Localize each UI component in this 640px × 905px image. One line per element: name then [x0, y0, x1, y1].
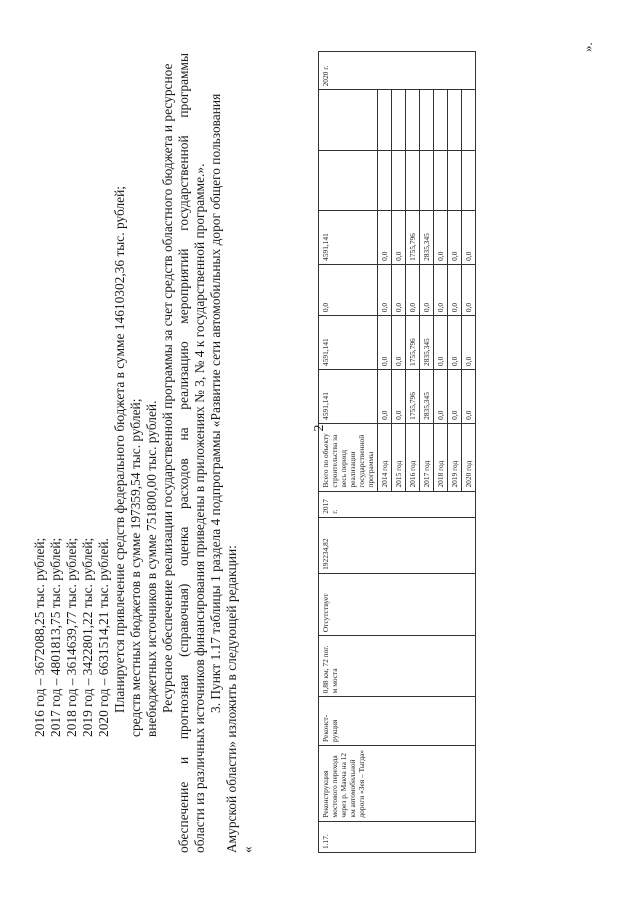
project-name: Реконструкция мостового перехода через р. Макча на 12 км автомобильной дороги «Зея – Тыгда» — [319, 745, 476, 821]
work-type: Реконст-рукция — [319, 697, 476, 746]
total-value: 4591,141 — [319, 369, 378, 423]
value-cell: 2835,345 — [420, 316, 434, 370]
empty-cell — [319, 150, 378, 210]
project-table — [318, 51, 476, 853]
value-cell: 0,0 — [378, 369, 392, 423]
empty-cell — [448, 150, 462, 210]
year-line: 2016 год – 3672088,25 тыс. рублей; — [32, 537, 47, 737]
total-label: Всего по объекту строительства за весь период реализации государственной программы — [319, 423, 378, 491]
empty-cell — [434, 90, 448, 150]
capacity: 0,88 км, 72 пог. м моста — [319, 636, 476, 697]
empty-cell — [462, 150, 476, 210]
year-line: 2019 год – 3422801,22 тыс. рублей; — [80, 537, 95, 737]
value-cell: 0,0 — [448, 316, 462, 370]
value-cell: 0,0 — [392, 369, 406, 423]
end-year: 2020 г. — [319, 52, 476, 90]
value-cell: 0,0 — [448, 264, 462, 315]
total-value: 0,0 — [319, 264, 378, 315]
value-cell: 0,0 — [434, 369, 448, 423]
year-line: 2017 год – 4801813,75 тыс. рублей; — [48, 537, 63, 737]
year-label: 2016 год — [406, 423, 420, 491]
value-cell: 0,0 — [378, 264, 392, 315]
federal-funding-line: Планируется привлечение средств федерального бюджета в сумме 14610302,36 тыс. рублей; — [112, 186, 127, 713]
empty-cell — [434, 150, 448, 210]
year-label: 2014 год — [378, 423, 392, 491]
resource-paragraph-line: области из различных источников финансирования приведены в приложениях № 3, № 4 к государственной программе.». — [192, 163, 207, 853]
empty-cell — [319, 90, 378, 150]
empty-cell — [406, 90, 420, 150]
year-label: 2017 год — [420, 423, 434, 491]
empty-cell — [420, 90, 434, 150]
value-cell: 1755,796 — [406, 369, 420, 423]
value-cell: 0,0 — [462, 369, 476, 423]
empty-cell — [378, 90, 392, 150]
value-cell: 0,0 — [462, 210, 476, 264]
year-label: 2015 год — [392, 423, 406, 491]
extrabudget-line: внебюджетных источников в сумме 751800,00 тыс. рублей. — [144, 400, 159, 737]
year-line: 2020 год – 6631514,21 тыс. рублей. — [96, 538, 111, 737]
total-value: 4591,141 — [319, 316, 378, 370]
table-row — [319, 52, 378, 853]
value-cell: 0,0 — [434, 316, 448, 370]
value-cell: 0,0 — [392, 210, 406, 264]
empty-cell — [420, 150, 434, 210]
value-cell: 0,0 — [378, 210, 392, 264]
value-cell: 0,0 — [378, 316, 392, 370]
year-line: 2018 год – 3614639,77 тыс. рублей; — [64, 537, 79, 737]
value-cell: 0,0 — [392, 264, 406, 315]
empty-cell — [406, 150, 420, 210]
empty-cell — [462, 90, 476, 150]
resource-paragraph-line: обеспечение и прогнозная (справочная) оценка расходов на реализацию мероприятий государственной программы — [176, 53, 191, 853]
resource-paragraph-line: Ресурсное обеспечение реализации государственной программы за счет средств областного бюджета и ресурсное — [160, 63, 175, 713]
empty-cell — [392, 90, 406, 150]
value-cell: 0,0 — [462, 264, 476, 315]
page-number: 2 — [312, 424, 327, 432]
value-cell: 0,0 — [434, 210, 448, 264]
value-cell: 0,0 — [462, 316, 476, 370]
document-text — [32, 53, 256, 853]
rotated-document-page — [20, 27, 620, 877]
estimated-cost: 192234,82 — [319, 517, 476, 573]
value-cell: 0,0 — [434, 264, 448, 315]
empty-cell — [392, 150, 406, 210]
value-cell: 1755,796 — [406, 210, 420, 264]
item-paragraph-line: 3. Пункт 1.17 таблицы 1 раздела 4 подпрограммы «Развитие сети автомобильных дорог общего пользования — [208, 93, 223, 713]
value-cell: 0,0 — [406, 264, 420, 315]
year-label: 2020 год — [462, 423, 476, 491]
value-cell: 0,0 — [392, 316, 406, 370]
empty-cell — [378, 150, 392, 210]
close-quote: ». — [580, 42, 595, 52]
empty-cell — [448, 90, 462, 150]
value-cell: 2835,345 — [420, 210, 434, 264]
value-cell: 2835,345 — [420, 369, 434, 423]
value-cell: 0,0 — [448, 210, 462, 264]
year-label: 2018 год — [434, 423, 448, 491]
total-value: 4591,141 — [319, 210, 378, 264]
item-number: 1.17. — [319, 821, 476, 852]
open-quote: « — [240, 846, 255, 853]
value-cell: 0,0 — [420, 264, 434, 315]
item-paragraph-line: Амурской области» изложить в следующей редакции: — [224, 545, 239, 853]
value-cell: 0,0 — [448, 369, 462, 423]
start-year: 2017 г. — [319, 491, 476, 517]
design-doc-status: Отсутствует — [319, 573, 476, 635]
local-funding-line: средств местных бюджетов в сумме 197359,54 тыс. рублей; — [128, 398, 143, 737]
value-cell: 1755,796 — [406, 316, 420, 370]
year-label: 2019 год — [448, 423, 462, 491]
